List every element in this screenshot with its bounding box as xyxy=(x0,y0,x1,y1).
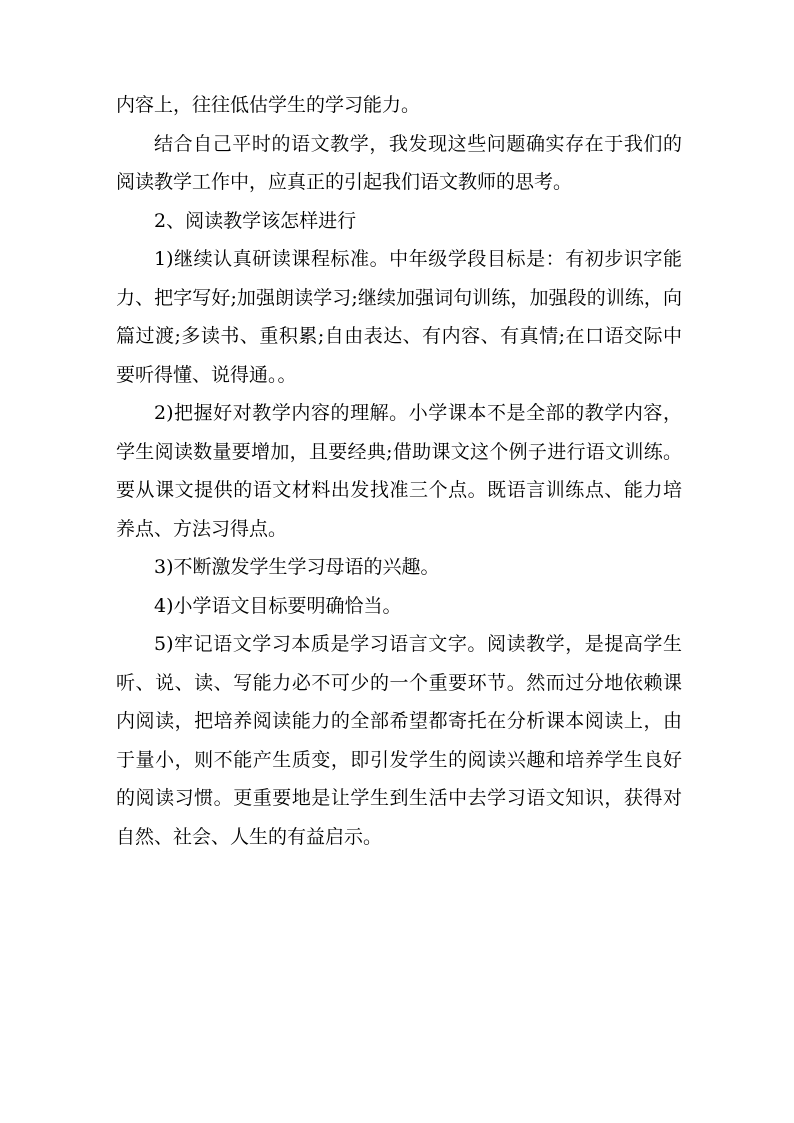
list-item-1: 1)继续认真研读课程标准。中年级学段目标是：有初步识字能力、把字写好;加强朗读学习;继续加强词句训练，加强段的训练，向篇过渡;多读书、重积累;自由表达、有内容、有真情;在口语交际中要听得懂、说得通。。 xyxy=(116,248,682,386)
section-heading: 2、阅读教学该怎样进行 xyxy=(154,209,357,232)
paragraph-continuation: 内容上，往往低估学生的学习能力。 xyxy=(116,94,421,116)
document-body xyxy=(116,86,682,856)
paragraph-reflection: 结合自己平时的语文教学，我发现这些问题确实存在于我们的阅读教学工作中，应真正的引起我们语文教师的思考。 xyxy=(116,132,682,193)
list-item-3: 3)不断激发学生学习母语的兴趣。 xyxy=(154,556,440,578)
list-item-4: 4)小学语文目标要明确恰当。 xyxy=(154,594,402,617)
list-item-5: 5)牢记语文学习本质是学习语言文字。阅读教学，是提高学生听、说、读、写能力必不可少的一个重要环节。然而过分地依赖课内阅读，把培养阅读能力的全部希望都寄托在分析课本阅读上，由于量小，则不能产生质变，即引发学生的阅读兴趣和培养学生良好的阅读习惯。更重要地是让学生到生活中去学习语文知识，获得对自然、社会、人生的有益启示。 xyxy=(116,633,682,848)
list-item-2: 2)把握好对教学内容的理解。小学课本不是全部的教学内容，学生阅读数量要增加，且要经典;借助课文这个例子进行语文训练。要从课文提供的语文材料出发找准三个点。既语言训练点、能力培养点、方法习得点。 xyxy=(116,402,682,540)
